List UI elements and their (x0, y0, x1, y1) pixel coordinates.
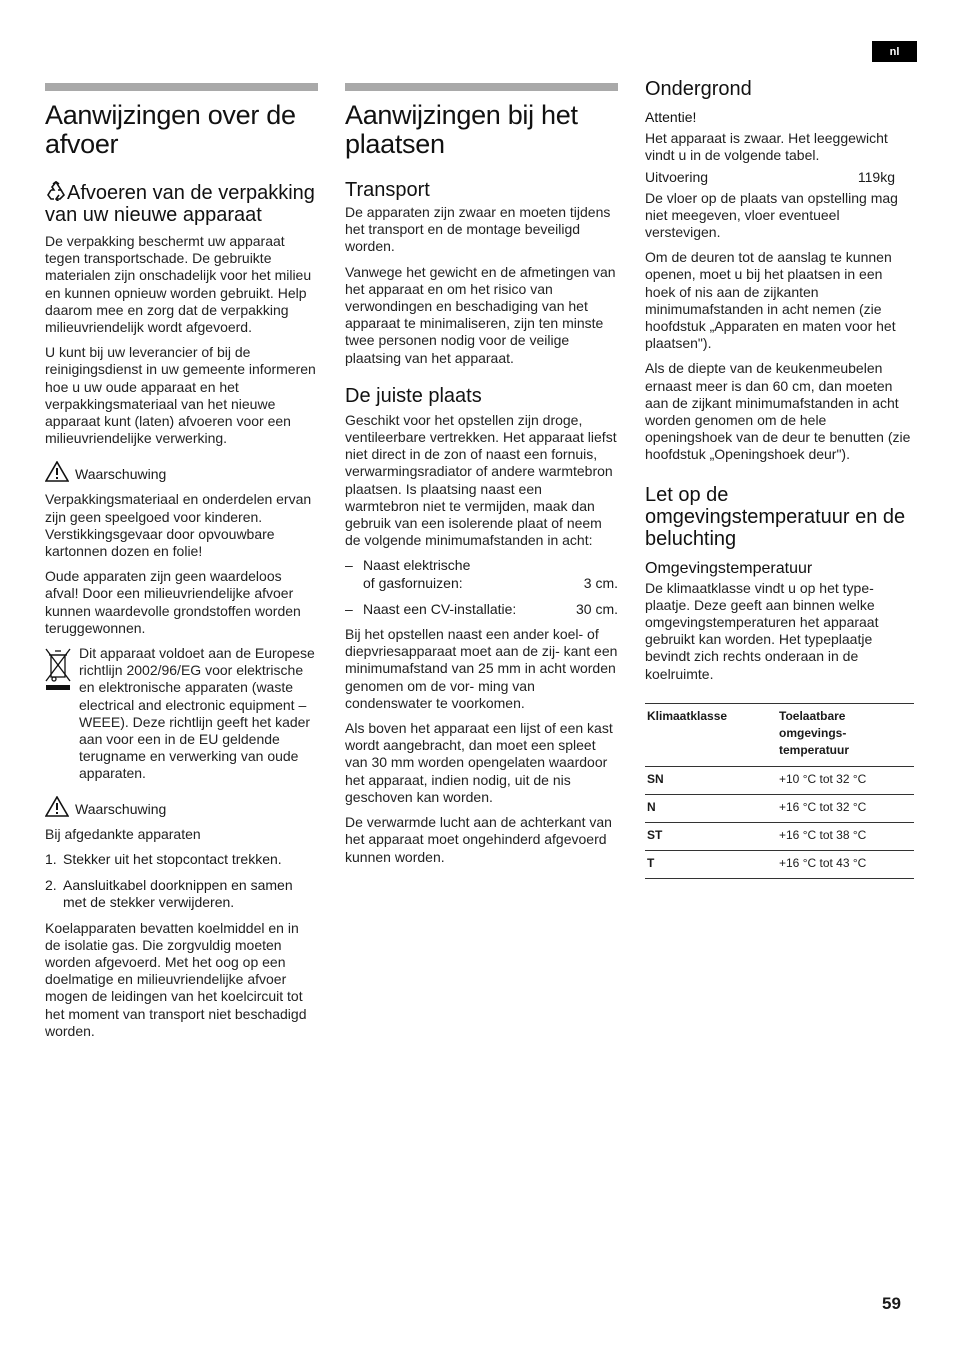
floor-heading: Ondergrond (645, 78, 752, 100)
warning-text-1: Verpakkingsmateriaal en onderdelen ervan zijn geen speelgoed voor kinderen. Verstikkingsgevaar door opvouwbare kartonnen dozen en folie! (45, 491, 312, 560)
attention-label: Attentie! (645, 109, 697, 125)
floor-para-2: De vloer op de plaats van opstelling mag niet meegeven, vloer eventueel verstevigen. (645, 189, 898, 241)
warning-triangle-icon (45, 461, 69, 482)
table-row: SN +10 °C tot 32 °C (645, 766, 914, 794)
refrigerant-para: Koelapparaten bevatten koelmiddel en in de isolatie gas. Die zorgvuldig moeten worden afgevoerd. Met het oog op een doelmatige en milieuvriendelijke afvoer mogen de leidingen van het koelcircuit tot het moment van transport niet beschadigd worden. (45, 919, 307, 1039)
floor-para-3: Om de deuren tot de aanslag te kunnen openen, moet u bij het plaatsen in een hoek of nis aan de zijkanten minimumafstanden in acht nemen (zie hoofdstuk „Apparaten en maten voor het plaatsen"). (645, 249, 896, 352)
recovery-para: Oude apparaten zijn geen waardeloos afval! Door een milieuvriendelijke afvoer kunnen waardevolle grondstoffen worden teruggewonnen. (45, 568, 301, 636)
floor-column (645, 78, 915, 879)
language-badge: nl (872, 41, 917, 62)
table-row: ST +16 °C tot 38 °C (645, 822, 914, 850)
packaging-heading (45, 181, 318, 226)
disposal-steps (45, 851, 318, 912)
temperature-para: De klimaatklasse vindt u op het type- plaatje. Deze geeft aan binnen welke omgevingstemperaturen het apparaat gebruikt kan worden. Het typeplaatje bevindt zich rechts onderaan in de koelruimte. (645, 579, 879, 682)
place-para-3: Als boven het apparaat een lijst of een kast wordt aangebracht, dan moet een spleet van 30 mm worden opengelaten waardoor het apparaat, indien nodig, uit de nis geschoven kan worden. (345, 720, 613, 805)
packaging-para-1: De verpakking beschermt uw apparaat tegen transportschade. De gebruikte materialen zijn onschadelijk voor het milieu en kunnen opnieuw worden gebruikt. Help daarom mee en zorg dat de verpakking milieuvriendelijk wordt afgevoerd. (45, 233, 312, 336)
table-row: T +16 °C tot 43 °C (645, 850, 914, 878)
warning-label-2: Waarschuwing (75, 800, 167, 817)
warning-heading-1 (45, 461, 318, 482)
distance-list (345, 557, 618, 618)
warning-label-1: Waarschuwing (75, 466, 167, 483)
weee-text: Dit apparaat voldoet aan de Europese richtlijn 2002/96/EG voor elektrische en elektronische apparaten (waste electrical and electronic equipment – WEEE). Deze richtlijn geeft het kader aan voor een in de EU geldende terugname en verwerking van oude apparaten. (79, 645, 315, 782)
section-rule (345, 83, 618, 91)
table-row: N +16 °C tot 32 °C (645, 794, 914, 822)
weight-spec: Uitvoering 119kg (645, 169, 895, 186)
packaging-para-2: U kunt bij uw leverancier of bij de reinigingsdienst in uw gemeente informeren hoe u uw oude apparaat en het verpakkingsmateriaal van het nieuwe apparaat kunt (laten) afvoeren voor een milieuvriendelijke verwerking. (45, 344, 316, 447)
place-para-2: Bij het opstellen naast een ander koel- of diepvriesapparaat moet aan de zij- kant een minimumafstand van 25 mm in acht worden genomen om de vor- ming van condenswater te voorkomen. (345, 626, 618, 711)
warning-intro-2: Bij afgedankte apparaten (45, 825, 201, 842)
crossed-bin-icon (45, 647, 71, 691)
transport-para-2: Vanwege het gewicht en de afmetingen van het apparaat en om het risico van verwondingen en beschadiging van het apparaat te minimaliseren, zijn ten minste twee personen nodig voor de veilige plaatsing van het apparaat. (345, 263, 616, 366)
packaging-heading-text: Afvoeren van de verpakking van uw nieuwe apparaat (45, 182, 315, 226)
recycle-icon (45, 181, 67, 201)
transport-heading: Transport (345, 179, 430, 201)
disposal-column (45, 83, 318, 1040)
list-item: 1. Stekker uit het stopcontact trekken. (45, 850, 282, 867)
place-heading: De juiste plaats (345, 384, 482, 407)
climate-class-table (645, 703, 914, 879)
table-header-class: Klimaatklasse (645, 703, 777, 766)
list-item: – Naast een CV-installatie: 30 cm. (345, 600, 618, 617)
section-rule (45, 83, 318, 91)
list-item: – Naast elektrische of gasfornuizen: 3 cm. (345, 557, 618, 591)
transport-para-1: De apparaten zijn zwaar en moeten tijdens het transport en de montage beveiligd worden. (345, 204, 611, 255)
table-header-row (645, 703, 914, 766)
floor-para-4: Als de diepte van de keukenmeubelen ernaast meer is dan 60 cm, dan moeten aan de zijkant minimumafstanden in acht worden genomen om de hele openingshoek van de deur te benutten (zie hoofdstuk „Openingshoek deur"). (645, 360, 911, 463)
temperature-subheading: Omgevingstemperatuur (645, 559, 813, 577)
environment-heading: Let op de omgevingstemperatuur en de beluchting (645, 483, 906, 550)
floor-para-1: Het apparaat is zwaar. Het leeggewicht vindt u in de volgende tabel. (645, 130, 888, 164)
place-para-4: De verwarmde lucht aan de achterkant van het apparaat moet ongehinderd afgevoerd kunnen worden. (345, 814, 612, 865)
installation-column (345, 83, 618, 866)
warning-heading-2 (45, 796, 318, 817)
warning-triangle-icon (45, 796, 69, 817)
disposal-title: Aanwijzingen over de afvoer (45, 100, 296, 159)
place-para-1: Geschikt voor het opstellen zijn droge, ventileerbare vertrekken. Het apparaat liefst niet direct in de zon of naast een fornuis, verwarmingsradiator of andere warmtebron plaatsen. Is plaatsing naast een warmtebron niet te vermijden, maak dan gebruik van een isolerende plaat of neem de volgende minimumafstanden in acht: (345, 411, 617, 549)
page-number: 59 (882, 1294, 901, 1313)
weee-block (45, 645, 318, 783)
list-item: 2. Aansluitkabel doorknippen en samen met de stekker verwijderen. (45, 877, 293, 911)
table-header-temp: Toelaatbare omgevings- temperatuur (777, 703, 914, 766)
installation-title: Aanwijzingen bij het plaatsen (345, 100, 578, 159)
